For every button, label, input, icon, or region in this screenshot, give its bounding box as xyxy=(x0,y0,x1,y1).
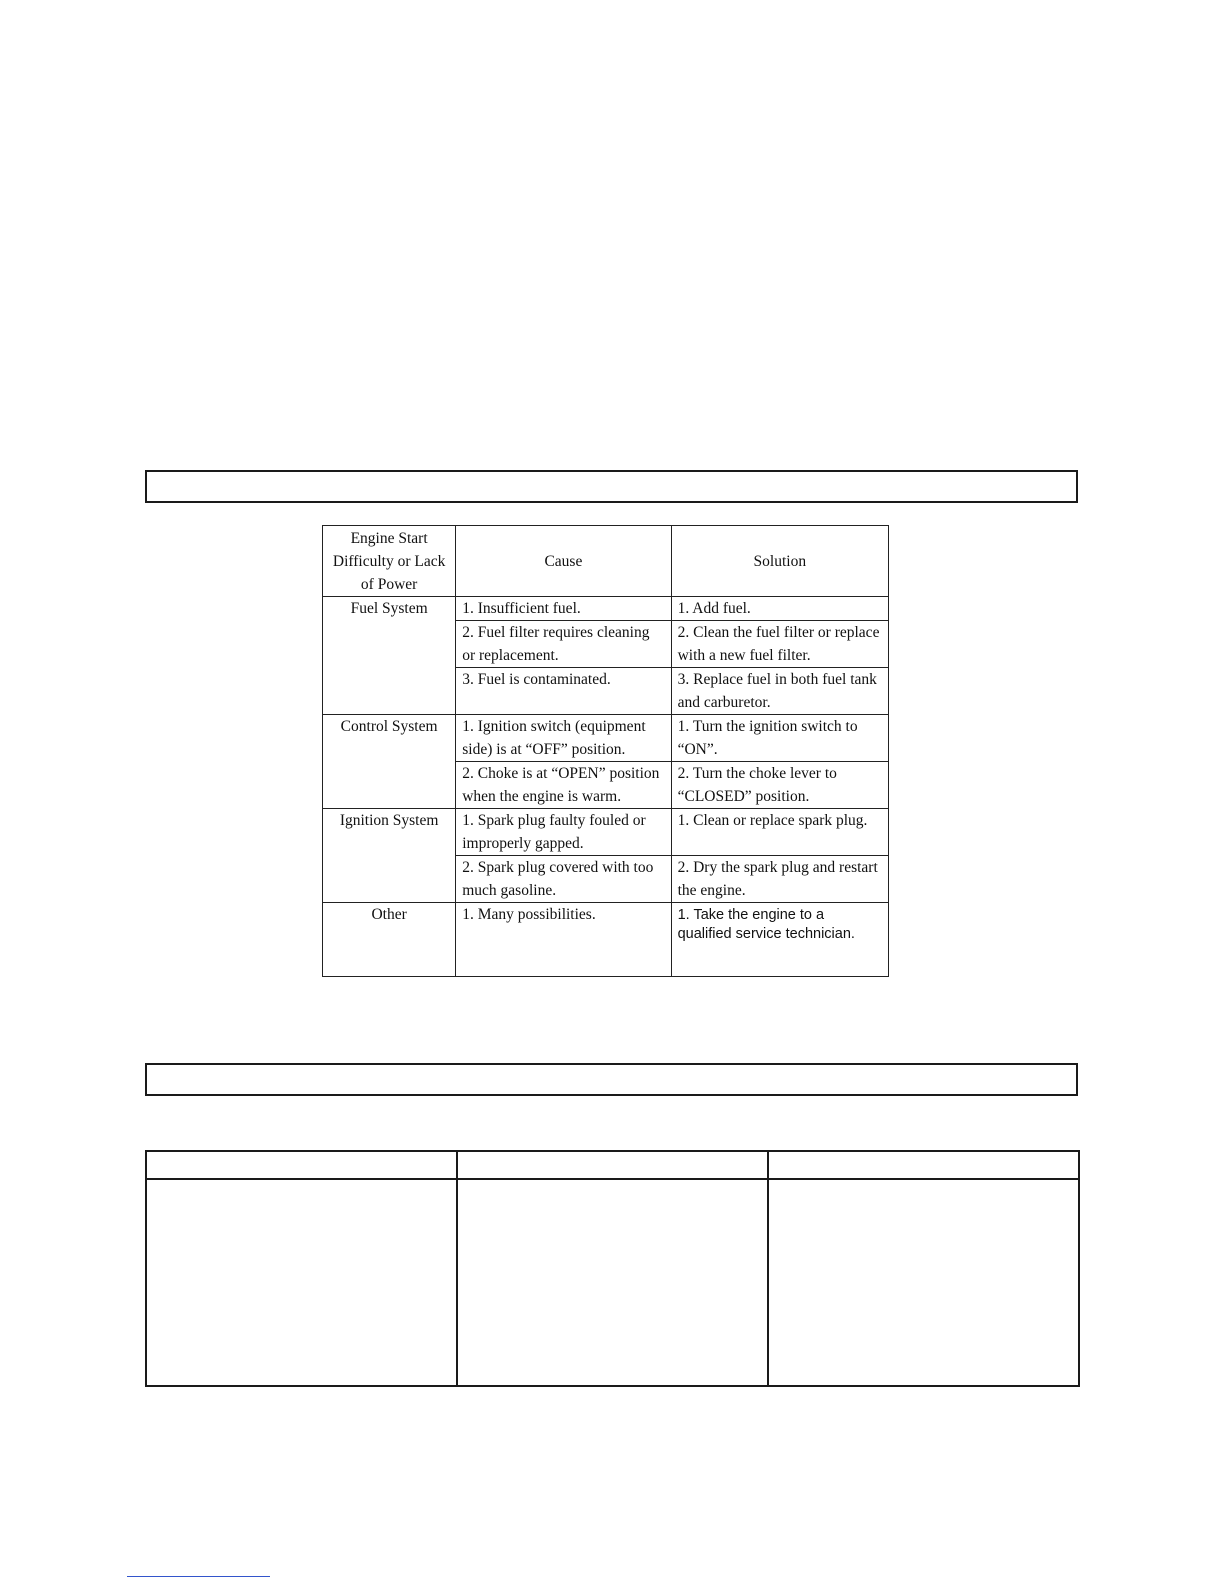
table-row xyxy=(323,715,889,762)
solution-cell: 3. Replace fuel in both fuel tank and carburetor. xyxy=(671,668,888,715)
cause-cell: 1. Spark plug faulty fouled or improperly gapped. xyxy=(456,809,671,856)
cause-cell: 3. Fuel is contaminated. xyxy=(456,668,671,715)
table-row xyxy=(323,809,889,856)
empty-cell xyxy=(768,1151,1079,1179)
header-cause: Cause xyxy=(456,526,671,597)
empty-table-header-row xyxy=(146,1151,1079,1179)
solution-cell: 1. Take the engine to a qualified service technician. xyxy=(671,903,888,977)
category-cell: Ignition System xyxy=(323,809,456,903)
footnote-divider xyxy=(127,1576,270,1577)
troubleshooting-table xyxy=(322,525,889,977)
empty-cell xyxy=(146,1179,457,1386)
empty-cell xyxy=(457,1151,768,1179)
header-category: Engine Start Difficulty or Lack of Power xyxy=(323,526,456,597)
empty-table-body-row xyxy=(146,1179,1079,1386)
table-header-row xyxy=(323,526,889,597)
solution-cell: 2. Clean the fuel filter or replace with a new fuel filter. xyxy=(671,621,888,668)
solution-cell: 1. Add fuel. xyxy=(671,597,888,621)
cause-cell: 1. Insufficient fuel. xyxy=(456,597,671,621)
table-row xyxy=(323,597,889,621)
category-cell: Fuel System xyxy=(323,597,456,715)
cause-cell: 2. Fuel filter requires cleaning or replacement. xyxy=(456,621,671,668)
section-header-box xyxy=(145,1063,1078,1096)
solution-cell: 2. Turn the choke lever to “CLOSED” position. xyxy=(671,762,888,809)
section-header-box xyxy=(145,470,1078,503)
cause-cell: 2. Spark plug covered with too much gasoline. xyxy=(456,856,671,903)
empty-cell xyxy=(457,1179,768,1386)
cause-cell: 2. Choke is at “OPEN” position when the engine is warm. xyxy=(456,762,671,809)
category-cell: Other xyxy=(323,903,456,977)
solution-cell: 1. Clean or replace spark plug. xyxy=(671,809,888,856)
solution-cell: 2. Dry the spark plug and restart the engine. xyxy=(671,856,888,903)
category-cell: Control System xyxy=(323,715,456,809)
solution-cell: 1. Turn the ignition switch to “ON”. xyxy=(671,715,888,762)
table-row xyxy=(323,903,889,977)
empty-cell xyxy=(768,1179,1079,1386)
empty-table xyxy=(145,1150,1080,1387)
cause-cell: 1. Many possibilities. xyxy=(456,903,671,977)
cause-cell: 1. Ignition switch (equipment side) is at “OFF” position. xyxy=(456,715,671,762)
empty-cell xyxy=(146,1151,457,1179)
header-solution: Solution xyxy=(671,526,888,597)
